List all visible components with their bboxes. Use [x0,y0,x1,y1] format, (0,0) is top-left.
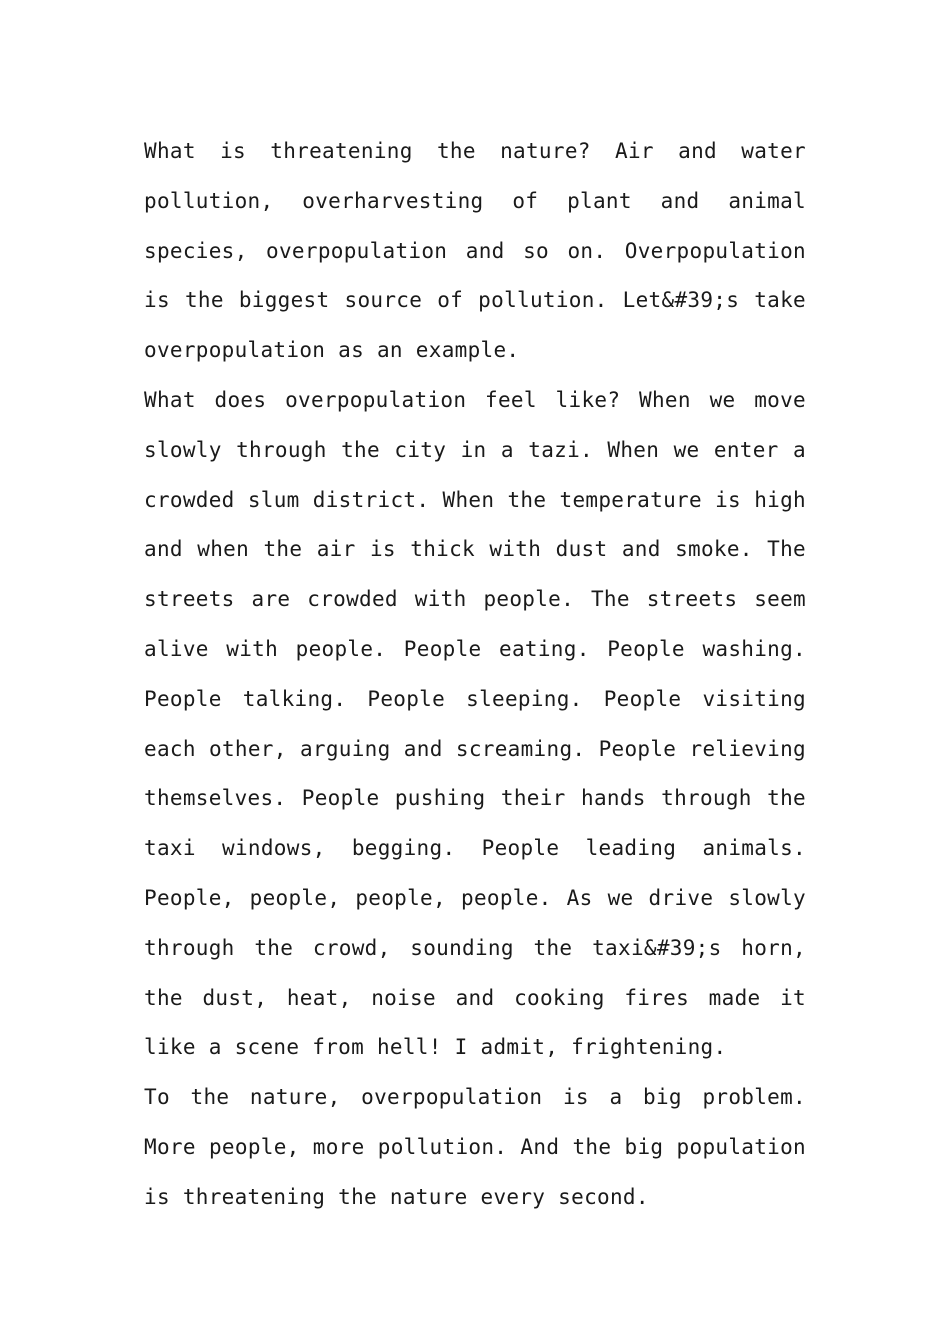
paragraph-overpopulation-description: What does overpopulation feel like? When we move slowly through the city in a tazi. When we enter a crowded slum district. When the temperature is high and when the air is thick with dust and smoke. The streets are crowded with people. The streets seem alive with people. People eating. People washing. People talking. People sleeping. People visiting each other, arguing and screaming. People relieving themselves. People pushing their hands through the taxi windows, begging. People leading animals. People, people, people, people. As we drive slowly through the crowd, sounding the taxi&#39;s horn, the dust, heat, noise and cooking fires made it like a scene from hell! I admit, frightening. [144,387,806,1060]
paragraph-conclusion: To the nature, overpopulation is a big problem. More people, more pollution. And the big population is threatening the nature every second. [144,1085,806,1209]
paragraph-threats: What is threatening the nature? Air and water pollution, overharvesting of plant and animal species, overpopulation and so on. Overpopulation is the biggest source of pollution. Let&#39;s take overpopulation as an example. [144,139,806,363]
document-body [144,127,806,1223]
